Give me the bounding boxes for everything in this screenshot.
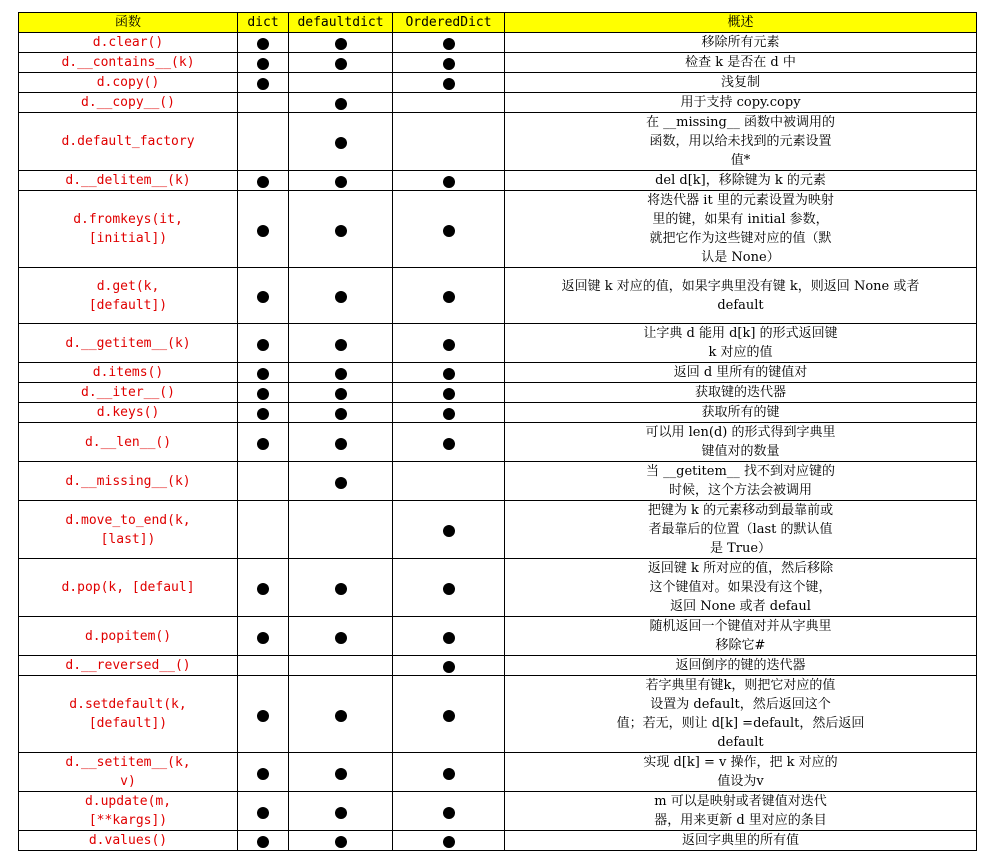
dict-support-cell — [238, 792, 289, 831]
table-row — [19, 113, 977, 171]
dict-support-cell — [238, 462, 289, 501]
defaultdict-support-cell — [289, 676, 393, 753]
defaultdict-support-cell — [289, 73, 393, 93]
dict-support-cell — [238, 324, 289, 363]
method-description — [505, 501, 977, 559]
method-name: d.__iter__() — [19, 383, 238, 403]
bullet-icon — [257, 368, 269, 380]
ordereddict-support-cell — [393, 423, 505, 462]
ordereddict-support-cell — [393, 383, 505, 403]
table-body — [19, 33, 977, 851]
table-row — [19, 501, 977, 559]
table-row — [19, 53, 977, 73]
method-name: d.__len__() — [19, 423, 238, 462]
description-text: 获取键的迭代器 — [694, 385, 786, 400]
bullet-icon — [257, 58, 269, 70]
ordereddict-support-cell — [393, 656, 505, 676]
method-name: d.popitem() — [19, 617, 238, 656]
defaultdict-support-cell — [289, 559, 393, 617]
ordereddict-support-cell — [393, 113, 505, 171]
bullet-icon — [257, 583, 269, 595]
bullet-icon — [443, 176, 455, 188]
method-description — [505, 423, 977, 462]
method-description — [505, 559, 977, 617]
dict-support-cell — [238, 383, 289, 403]
table-row — [19, 753, 977, 792]
defaultdict-support-cell — [289, 191, 393, 268]
method-name: d.__getitem__(k) — [19, 324, 238, 363]
defaultdict-support-cell — [289, 268, 393, 324]
description-text: 将迭代器 it 里的元素设置为映射 里的键，如果有 initial 参数， 就把它作为这些键对应的值（默 认是 None） — [647, 193, 834, 265]
table-row — [19, 423, 977, 462]
table-row — [19, 93, 977, 113]
bullet-icon — [335, 58, 347, 70]
description-text: 返回键 k 对应的值，如果字典里没有键 k，则返回 None 或者 default — [561, 278, 920, 313]
table-row — [19, 559, 977, 617]
method-description — [505, 403, 977, 423]
method-description — [505, 191, 977, 268]
ordereddict-support-cell — [393, 792, 505, 831]
defaultdict-support-cell — [289, 363, 393, 383]
table-row — [19, 617, 977, 656]
dict-support-cell — [238, 73, 289, 93]
bullet-icon — [257, 807, 269, 819]
dict-support-cell — [238, 676, 289, 753]
ordereddict-support-cell — [393, 33, 505, 53]
dict-support-cell — [238, 268, 289, 324]
description-text: m 可以是映射或者键值对迭代 器，用来更新 d 里对应的条目 — [654, 794, 827, 828]
dict-support-cell — [238, 831, 289, 851]
method-description — [505, 113, 977, 171]
bullet-icon — [335, 583, 347, 595]
dict-support-cell — [238, 753, 289, 792]
bullet-icon — [443, 661, 455, 673]
bullet-icon — [443, 58, 455, 70]
method-table-container — [18, 12, 977, 851]
table-row — [19, 403, 977, 423]
ordereddict-support-cell — [393, 171, 505, 191]
table-row — [19, 324, 977, 363]
bullet-icon — [443, 78, 455, 90]
defaultdict-support-cell — [289, 403, 393, 423]
description-text: 随机返回一个键值对并从字典里 移除它# — [649, 619, 832, 653]
bullet-icon — [335, 632, 347, 644]
method-name: d.setdefault(k, [default]) — [19, 676, 238, 753]
bullet-icon — [443, 388, 455, 400]
table-row — [19, 73, 977, 93]
dict-support-cell — [238, 93, 289, 113]
ordereddict-support-cell — [393, 93, 505, 113]
description-text: 获取所有的键 — [701, 405, 780, 420]
bullet-icon — [257, 408, 269, 420]
method-description — [505, 93, 977, 113]
method-name: d.clear() — [19, 33, 238, 53]
method-name: d.values() — [19, 831, 238, 851]
ordereddict-support-cell — [393, 403, 505, 423]
method-description — [505, 656, 977, 676]
method-name: d.pop(k, [defaul] — [19, 559, 238, 617]
table-row — [19, 191, 977, 268]
method-description — [505, 462, 977, 501]
defaultdict-support-cell — [289, 753, 393, 792]
method-description — [505, 363, 977, 383]
bullet-icon — [335, 291, 347, 303]
description-text: 浅复制 — [720, 75, 760, 90]
bullet-icon — [257, 78, 269, 90]
method-name: d.__copy__() — [19, 93, 238, 113]
bullet-icon — [257, 291, 269, 303]
description-text: 让字典 d 能用 d[k] 的形式返回键 k 对应的值 — [643, 326, 838, 360]
method-name: d.move_to_end(k, [last]) — [19, 501, 238, 559]
method-name: d.get(k, [default]) — [19, 268, 238, 324]
method-name: d.__setitem__(k, v) — [19, 753, 238, 792]
ordereddict-support-cell — [393, 617, 505, 656]
bullet-icon — [335, 176, 347, 188]
table-row — [19, 831, 977, 851]
method-description — [505, 324, 977, 363]
defaultdict-support-cell — [289, 501, 393, 559]
bullet-icon — [335, 368, 347, 380]
bullet-icon — [257, 438, 269, 450]
table-row — [19, 792, 977, 831]
method-name: d.fromkeys(it, [initial]) — [19, 191, 238, 268]
method-description — [505, 831, 977, 851]
dict-support-cell — [238, 113, 289, 171]
bullet-icon — [443, 710, 455, 722]
ordereddict-support-cell — [393, 53, 505, 73]
method-description — [505, 676, 977, 753]
bullet-icon — [443, 38, 455, 50]
header-row — [19, 13, 977, 33]
bullet-icon — [443, 525, 455, 537]
bullet-icon — [257, 768, 269, 780]
header-description: 概述 — [505, 13, 977, 33]
dict-support-cell — [238, 53, 289, 73]
method-name: d.keys() — [19, 403, 238, 423]
ordereddict-support-cell — [393, 191, 505, 268]
method-name: d.default_factory — [19, 113, 238, 171]
bullet-icon — [335, 225, 347, 237]
dict-support-cell — [238, 559, 289, 617]
header-dict: dict — [238, 13, 289, 33]
ordereddict-support-cell — [393, 676, 505, 753]
method-description — [505, 73, 977, 93]
description-text: 当 __getitem__ 找不到对应键的 时候，这个方法会被调用 — [646, 464, 835, 498]
ordereddict-support-cell — [393, 831, 505, 851]
description-text: 返回字典里的所有值 — [681, 833, 799, 848]
bullet-icon — [443, 583, 455, 595]
dict-support-cell — [238, 171, 289, 191]
method-name: d.__delitem__(k) — [19, 171, 238, 191]
ordereddict-support-cell — [393, 268, 505, 324]
ordereddict-support-cell — [393, 363, 505, 383]
table-row — [19, 462, 977, 501]
defaultdict-support-cell — [289, 324, 393, 363]
dict-support-cell — [238, 423, 289, 462]
ordereddict-support-cell — [393, 462, 505, 501]
dict-methods-table — [18, 12, 977, 851]
method-name: d.__contains__(k) — [19, 53, 238, 73]
bullet-icon — [335, 98, 347, 110]
defaultdict-support-cell — [289, 831, 393, 851]
description-text: 返回键 k 所对应的值，然后移除 这个键值对。如果没有这个键， 返回 None 或者 defaul — [647, 561, 834, 614]
ordereddict-support-cell — [393, 753, 505, 792]
header-function: 函数 — [19, 13, 238, 33]
defaultdict-support-cell — [289, 53, 393, 73]
defaultdict-support-cell — [289, 656, 393, 676]
description-text: 返回倒序的键的迭代器 — [675, 658, 806, 673]
bullet-icon — [335, 339, 347, 351]
bullet-icon — [443, 768, 455, 780]
table-row — [19, 676, 977, 753]
dict-support-cell — [238, 363, 289, 383]
bullet-icon — [257, 176, 269, 188]
method-name: d.copy() — [19, 73, 238, 93]
ordereddict-support-cell — [393, 501, 505, 559]
bullet-icon — [257, 339, 269, 351]
bullet-icon — [335, 836, 347, 848]
description-text: 实现 d[k] = v 操作，把 k 对应的 值设为v — [643, 755, 838, 789]
table-row — [19, 656, 977, 676]
defaultdict-support-cell — [289, 617, 393, 656]
header-defaultdict: defaultdict — [289, 13, 393, 33]
bullet-icon — [335, 438, 347, 450]
bullet-icon — [443, 836, 455, 848]
method-description — [505, 171, 977, 191]
bullet-icon — [335, 408, 347, 420]
description-text: 可以用 len(d) 的形式得到字典里 键值对的数量 — [645, 425, 836, 459]
dict-support-cell — [238, 501, 289, 559]
dict-support-cell — [238, 191, 289, 268]
bullet-icon — [335, 768, 347, 780]
bullet-icon — [443, 438, 455, 450]
defaultdict-support-cell — [289, 462, 393, 501]
bullet-icon — [257, 836, 269, 848]
method-description — [505, 753, 977, 792]
bullet-icon — [335, 710, 347, 722]
method-description — [505, 53, 977, 73]
defaultdict-support-cell — [289, 423, 393, 462]
defaultdict-support-cell — [289, 383, 393, 403]
dict-support-cell — [238, 617, 289, 656]
bullet-icon — [335, 807, 347, 819]
bullet-icon — [443, 225, 455, 237]
table-row — [19, 171, 977, 191]
method-description — [505, 33, 977, 53]
bullet-icon — [335, 477, 347, 489]
bullet-icon — [335, 38, 347, 50]
description-text: del d[k]，移除键为 k 的元素 — [655, 173, 826, 188]
description-text: 若字典里有键k，则把它对应的值 设置为 default，然后返回这个 值；若无，则让 d[k] =default，然后返回 default — [616, 678, 865, 750]
bullet-icon — [257, 632, 269, 644]
bullet-icon — [443, 632, 455, 644]
method-description — [505, 617, 977, 656]
bullet-icon — [443, 807, 455, 819]
dict-support-cell — [238, 33, 289, 53]
description-text: 把键为 k 的元素移动到最靠前或 者最靠后的位置（last 的默认值 是 True） — [647, 503, 834, 556]
method-name: d.__reversed__() — [19, 656, 238, 676]
bullet-icon — [443, 291, 455, 303]
table-row — [19, 363, 977, 383]
description-text: 用于支持 copy.copy — [680, 95, 801, 110]
ordereddict-support-cell — [393, 73, 505, 93]
ordereddict-support-cell — [393, 324, 505, 363]
defaultdict-support-cell — [289, 33, 393, 53]
header-ordereddict: OrderedDict — [393, 13, 505, 33]
table-row — [19, 383, 977, 403]
bullet-icon — [257, 38, 269, 50]
bullet-icon — [257, 710, 269, 722]
description-text: 移除所有元素 — [701, 35, 780, 50]
method-name: d.update(m, [**kargs]) — [19, 792, 238, 831]
table-row — [19, 268, 977, 324]
description-text: 返回 d 里所有的键值对 — [673, 365, 808, 380]
defaultdict-support-cell — [289, 93, 393, 113]
dict-support-cell — [238, 656, 289, 676]
bullet-icon — [443, 368, 455, 380]
defaultdict-support-cell — [289, 171, 393, 191]
bullet-icon — [257, 225, 269, 237]
table-row — [19, 33, 977, 53]
description-text: 检查 k 是否在 d 中 — [685, 55, 796, 70]
bullet-icon — [335, 137, 347, 149]
bullet-icon — [443, 408, 455, 420]
defaultdict-support-cell — [289, 792, 393, 831]
dict-support-cell — [238, 403, 289, 423]
bullet-icon — [335, 388, 347, 400]
method-name: d.items() — [19, 363, 238, 383]
ordereddict-support-cell — [393, 559, 505, 617]
method-description — [505, 268, 977, 324]
defaultdict-support-cell — [289, 113, 393, 171]
bullet-icon — [443, 339, 455, 351]
method-name: d.__missing__(k) — [19, 462, 238, 501]
method-description — [505, 383, 977, 403]
description-text: 在 __missing__ 函数中被调用的 函数，用以给未找到的元素设置 值* — [646, 115, 835, 168]
bullet-icon — [257, 388, 269, 400]
method-description — [505, 792, 977, 831]
